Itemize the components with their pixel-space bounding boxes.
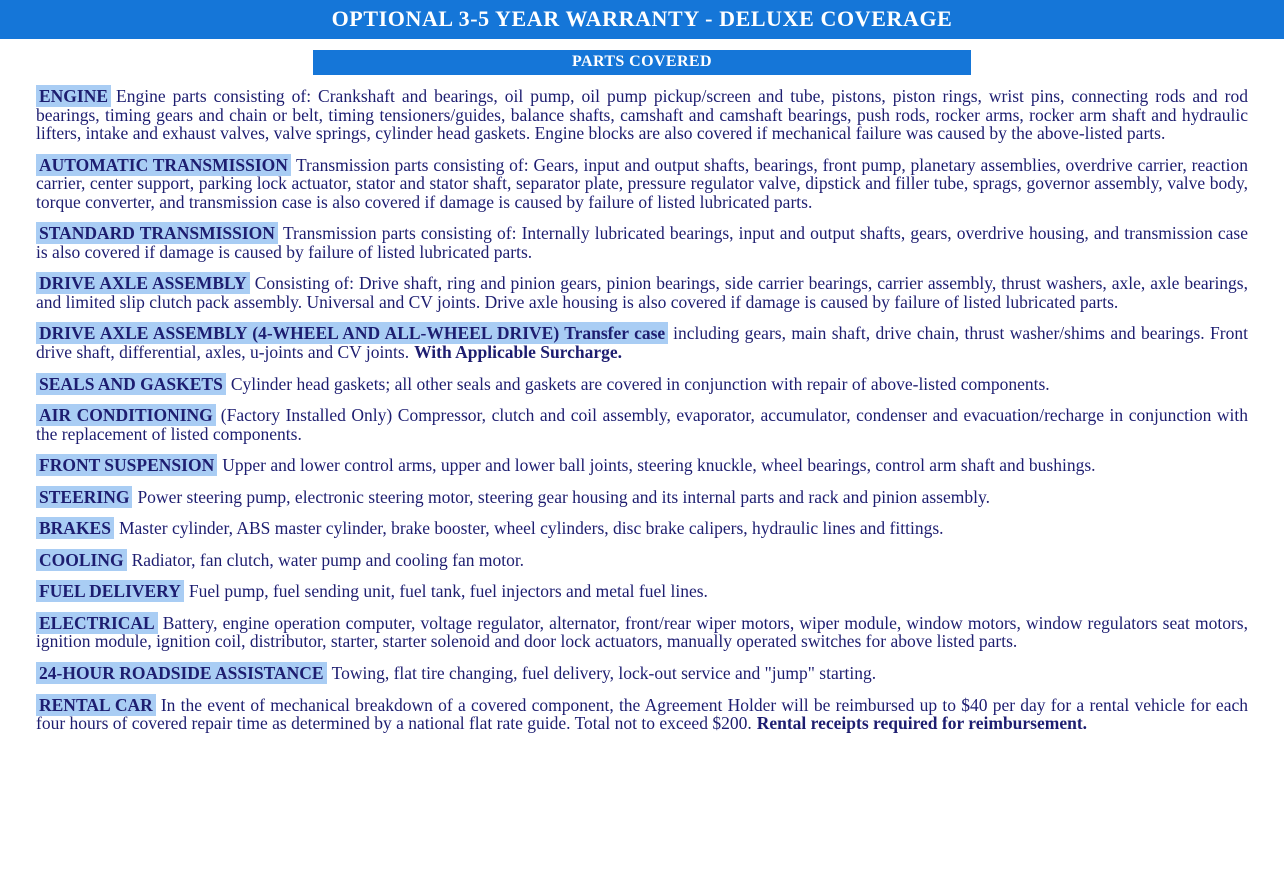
page-title: OPTIONAL 3-5 YEAR WARRANTY - DELUXE COVERAGE bbox=[331, 6, 953, 31]
coverage-section bbox=[36, 664, 1248, 683]
section-body: Fuel pump, fuel sending unit, fuel tank, fuel injectors and metal fuel lines. bbox=[188, 581, 708, 602]
section-heading: ELECTRICAL bbox=[36, 612, 158, 634]
section-bold-note: With Applicable Surcharge. bbox=[414, 342, 623, 363]
section-heading: STANDARD TRANSMISSION bbox=[36, 222, 278, 244]
section-body: Engine parts consisting of: Crankshaft and bearings, oil pump, oil pump pickup/screen and tube, pistons, piston rings, wrist pins, connecting rods and rod bearings, timing gears and chain or belt, timing tensioners/guides, balance shafts, camshaft and camshaft bearings, push rods, rocker arms, rocker arm shaft and hydraulic lifters, intake and exhaust valves, valve springs, cylinder head gaskets. Engine blocks are also covered if mechanical failure was caused by the above-listed parts. bbox=[36, 86, 1248, 144]
page-title-banner bbox=[0, 0, 1284, 39]
coverage-section bbox=[36, 519, 1248, 538]
section-body: Master cylinder, ABS master cylinder, brake booster, wheel cylinders, disc brake calipers, hydraulic lines and fittings. bbox=[118, 518, 944, 539]
section-body: Battery, engine operation computer, voltage regulator, alternator, front/rear wiper motors, wiper module, window motors, window regulators seat motors, ignition module, ignition coil, distributor, starter, starter solenoid and door lock actuators, manually operated switches for above listed parts. bbox=[36, 612, 1248, 652]
section-heading: AIR CONDITIONING bbox=[36, 404, 216, 426]
section-body: Cylinder head gaskets; all other seals and gaskets are covered in conjunction with repair of above-listed components. bbox=[230, 373, 1050, 394]
coverage-section bbox=[36, 551, 1248, 570]
coverage-section bbox=[36, 488, 1248, 507]
coverage-section bbox=[36, 614, 1248, 651]
parts-covered-label: PARTS COVERED bbox=[572, 53, 712, 70]
section-heading: 24-HOUR ROADSIDE ASSISTANCE bbox=[36, 662, 327, 684]
section-heading: BRAKES bbox=[36, 517, 114, 539]
coverage-section bbox=[36, 324, 1248, 361]
section-heading: DRIVE AXLE ASSEMBLY bbox=[36, 272, 250, 294]
section-heading: COOLING bbox=[36, 549, 127, 571]
section-body: including gears, main shaft, drive chain, thrust washer/shims and bearings. Front drive shaft, differential, axles, u-joints and CV joints. bbox=[36, 323, 1248, 363]
section-heading: FUEL DELIVERY bbox=[36, 580, 184, 602]
coverage-section bbox=[36, 156, 1248, 212]
section-body: Towing, flat tire changing, fuel delivery, lock-out service and "jump" starting. bbox=[331, 663, 877, 684]
section-heading: DRIVE AXLE ASSEMBLY (4-WHEEL AND ALL-WHEEL DRIVE) Transfer case bbox=[36, 322, 668, 344]
section-bold-note: Rental receipts required for reimbursement. bbox=[756, 713, 1088, 734]
section-heading: ENGINE bbox=[36, 85, 111, 107]
section-body: Upper and lower control arms, upper and lower ball joints, steering knuckle, wheel bearings, control arm shaft and bushings. bbox=[222, 455, 1096, 476]
coverage-section bbox=[36, 456, 1248, 475]
section-heading: SEALS AND GASKETS bbox=[36, 373, 226, 395]
parts-covered-list bbox=[0, 87, 1284, 733]
section-body: Transmission parts consisting of: Internally lubricated bearings, input and output shafts, gears, overdrive housing, and transmission case is also covered if damage is caused by failure of listed lubricated parts. bbox=[36, 223, 1248, 262]
parts-covered-header bbox=[313, 50, 971, 75]
section-body: (Factory Installed Only) Compressor, clutch and coil assembly, evaporator, accumulator, condenser and evacuation/recharge in conjunction with the replacement of listed components. bbox=[36, 405, 1248, 444]
section-body: Power steering pump, electronic steering motor, steering gear housing and its internal parts and rack and pinion assembly. bbox=[137, 486, 990, 507]
section-body: Transmission parts consisting of: Gears, input and output shafts, bearings, front pump, planetary assemblies, overdrive carrier, reaction carrier, center support, parking lock actuator, stator and stator shaft, separator plate, pressure regulator valve, dipstick and filler tube, sprags, governor assembly, valve body, torque converter, and transmission case is also covered if damage is caused by failure of listed lubricated parts. bbox=[36, 154, 1248, 212]
section-heading: RENTAL CAR bbox=[36, 694, 156, 716]
coverage-section bbox=[36, 582, 1248, 601]
section-body: In the event of mechanical breakdown of a covered component, the Agreement Holder will be reimbursed up to $40 per day for a rental vehicle for each four hours of covered repair time as determined by a national flat rate guide. Total not to exceed $200. bbox=[36, 694, 1248, 734]
coverage-section bbox=[36, 696, 1248, 733]
coverage-section bbox=[36, 274, 1248, 311]
coverage-section bbox=[36, 375, 1248, 394]
section-body: Radiator, fan clutch, water pump and cooling fan motor. bbox=[131, 549, 525, 570]
coverage-section bbox=[36, 224, 1248, 261]
section-heading: FRONT SUSPENSION bbox=[36, 454, 217, 476]
section-heading: AUTOMATIC TRANSMISSION bbox=[36, 154, 291, 176]
section-heading: STEERING bbox=[36, 486, 132, 508]
coverage-section bbox=[36, 87, 1248, 143]
coverage-section bbox=[36, 406, 1248, 443]
section-body: Consisting of: Drive shaft, ring and pinion gears, pinion bearings, side carrier bearings, carrier assembly, thrust washers, axle, axle bearings, and limited slip clutch pack assembly. Universal and CV joints. Drive axle housing is also covered if damage is caused by failure of listed lubricated parts. bbox=[36, 273, 1248, 312]
